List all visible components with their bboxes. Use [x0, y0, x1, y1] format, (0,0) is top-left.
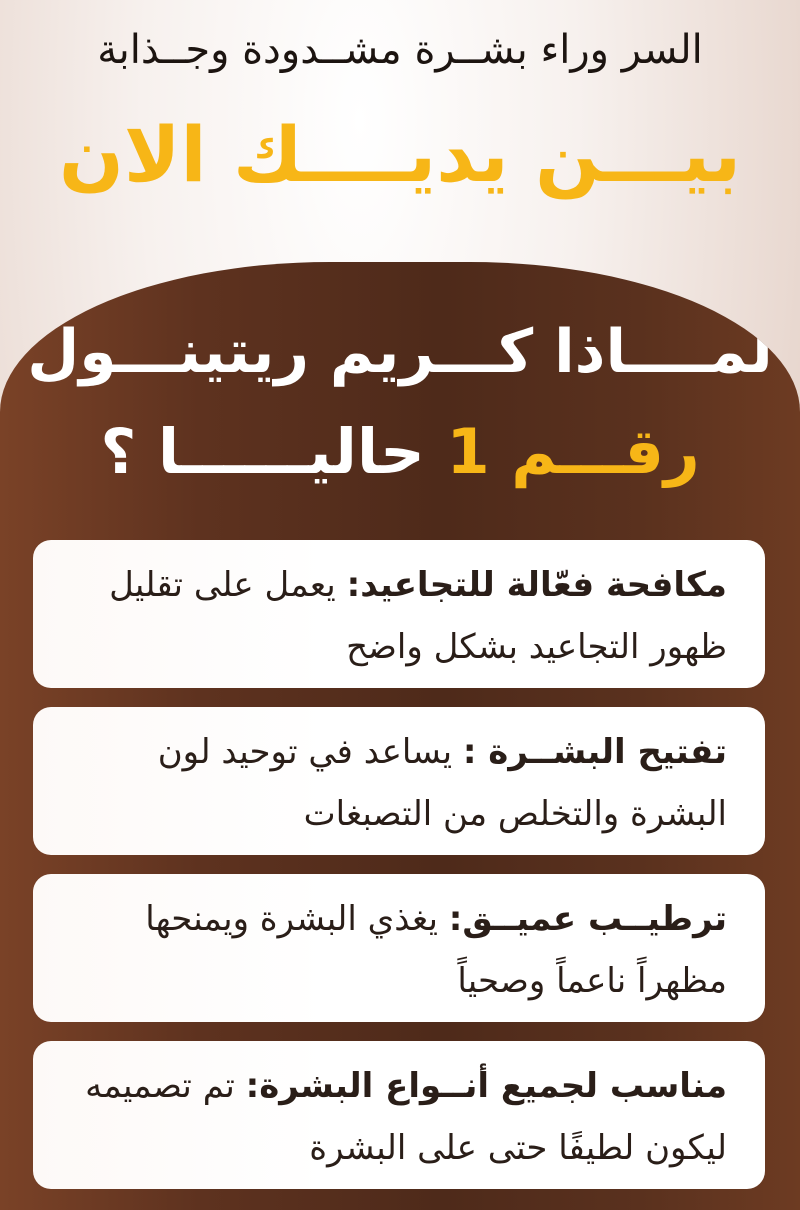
benefit-card-lightening	[33, 707, 765, 855]
card-line-1	[71, 888, 727, 950]
card-line-1	[71, 721, 727, 783]
card-line-2: مظهراً ناعماً وصحياً	[457, 961, 727, 1001]
card-line-2: ظهور التجاعيد بشكل واضح	[346, 627, 727, 667]
benefit-card-all-skin-types	[33, 1041, 765, 1189]
question-currently: حاليــــــا ؟	[100, 415, 425, 488]
card-line-1	[71, 1055, 727, 1117]
card-text: يساعد في توحيد لون	[157, 732, 453, 772]
question-rank-word: رقـــم	[511, 415, 700, 488]
header	[0, 0, 800, 270]
card-line-1	[71, 554, 727, 616]
card-line-2: البشرة والتخلص من التصبغات	[303, 794, 727, 834]
headline: بيـــن يديــــك الان	[59, 110, 741, 199]
question-line-1: لمــــاذا كـــريم ريتينـــول	[27, 317, 773, 387]
benefits-panel	[0, 262, 800, 1210]
subtitle: السر وراء بشــرة مشــدودة وجــذابة	[97, 27, 703, 73]
card-text: يعمل على تقليل	[109, 565, 336, 605]
card-title: ترطيــب عميــق:	[448, 899, 727, 939]
benefit-card-wrinkles	[33, 540, 765, 688]
card-line-2: ليكون لطيفًا حتى على البشرة	[309, 1128, 727, 1168]
card-title: مناسب لجميع أنــواع البشرة:	[245, 1066, 727, 1106]
card-title: مكافحة فعّالة للتجاعيد:	[346, 565, 727, 605]
card-title: تفتيح البشــرة :	[462, 732, 727, 772]
card-text: يغذي البشرة ويمنحها	[145, 899, 438, 939]
card-text: تم تصميمه	[85, 1066, 235, 1106]
benefit-card-hydration	[33, 874, 765, 1022]
question-rank-number: 1	[446, 415, 490, 488]
question-line-2	[0, 412, 800, 492]
